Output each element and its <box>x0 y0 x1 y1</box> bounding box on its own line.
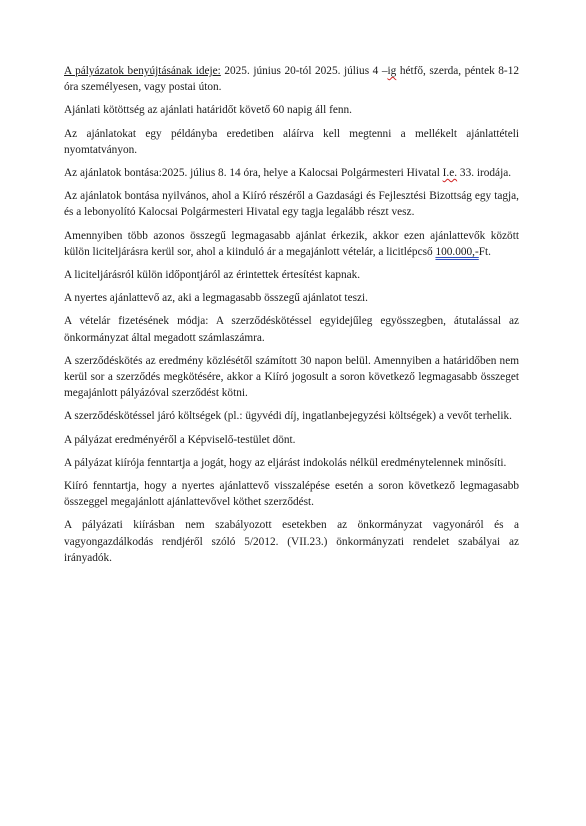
paragraph-opening <box>64 165 519 181</box>
paragraph-right-to-cancel: A pályázat kiírója fenntartja a jogát, hogy az eljárást indokolás nélkül eredménytelennek minősíti. <box>64 456 507 469</box>
submission-time-text: 2025. június 20-tól 2025. július 4 – <box>220 65 388 77</box>
paragraph-submission-time <box>64 63 519 95</box>
paragraph-public-opening: Az ajánlatok bontása nyilvános, ahol a Kiíró részéről a Gazdasági és Fejlesztési Bizottság egy tagja, és a lebonyolító Kalocsai Polgármesteri Hivatal egy tagja legalább részt vesz. <box>64 190 519 219</box>
paragraph-binding-period: Ajánlati kötöttség az ajánlati határidőt követő 60 napig áll fenn. <box>64 104 352 117</box>
auction-text-rest: Ft. <box>478 245 492 258</box>
spelling-flag-ig[interactable]: ig <box>387 65 397 77</box>
paragraph-winner: A nyertes ajánlattevő az, aki a legmagasabb összegű ajánlatot teszi. <box>64 292 368 305</box>
paragraph-contract-deadline: A szerződéskötés az eredmény közlésétől számított 30 napon belül. Amennyiben a határidőben nem kerül sor a szerződés megkötésére, akkor a Kiíró jogosult a soron következő legmagasabb összeget megajánlott pályázóval szerződést kötni. <box>64 354 519 400</box>
document-page <box>64 63 519 573</box>
opening-text: Az ajánlatok bontása:2025. július 8. 14 óra, helye a Kalocsai Polgármesteri Hivatal <box>64 167 443 180</box>
paragraph-decision: A pályázat eredményéről a Képviselő-testület dönt. <box>64 433 296 446</box>
spelling-flag-ie[interactable]: I.e. <box>442 167 458 180</box>
grammar-flag-amount[interactable]: 100.000,- <box>435 245 479 258</box>
auction-text: Amennyiben több azonos összegű legmagasabb ajánlat érkezik, akkor ezen ajánlattevők között külön liciteljárásra kerül sor, ahol a kiinduló ár a megajánlott vételár, a licitlépcső <box>64 229 519 258</box>
submission-time-label: A pályázatok benyújtásának ideje: <box>64 65 221 77</box>
paragraph-regulation: A pályázati kiírásban nem szabályozott esetekben az önkormányzat vagyonáról és a vagyongazdálkodás rendjéről szóló 5/2012. (VII.23.) önkormányzati rendelet szabályai az irányadók. <box>64 519 519 564</box>
submission-time-text-rest: hétfő, szerda, péntek 8-12 óra személyesen, vagy postai úton. <box>64 65 519 94</box>
paragraph-contract-costs: A szerződéskötéssel járó költségek (pl.: ügyvédi díj, ingatlanbejegyzési költségek) a vevőt terhelik. <box>64 410 512 423</box>
paragraph-submission-format: Az ajánlatokat egy példányba eredetiben aláírva kell megtenni a mellékelt ajánlattételi nyomtatványon. <box>64 127 519 156</box>
opening-text-rest: 33. irodája. <box>457 167 512 180</box>
paragraph-withdrawal: Kiíró fenntartja, hogy a nyertes ajánlattevő visszalépése esetén a soron következő legmagasabb összeggel megajánlott ajánlattevővel köthet szerződést. <box>64 480 519 509</box>
paragraph-payment: A vételár fizetésének módja: A szerződéskötéssel egyidejűleg egyösszegben, átutalással az önkormányzat által megadott számlaszámra. <box>64 315 519 344</box>
paragraph-auction <box>64 228 519 260</box>
paragraph-auction-notice: A liciteljárásról külön időpontjáról az érintettek értesítést kapnak. <box>64 269 361 282</box>
